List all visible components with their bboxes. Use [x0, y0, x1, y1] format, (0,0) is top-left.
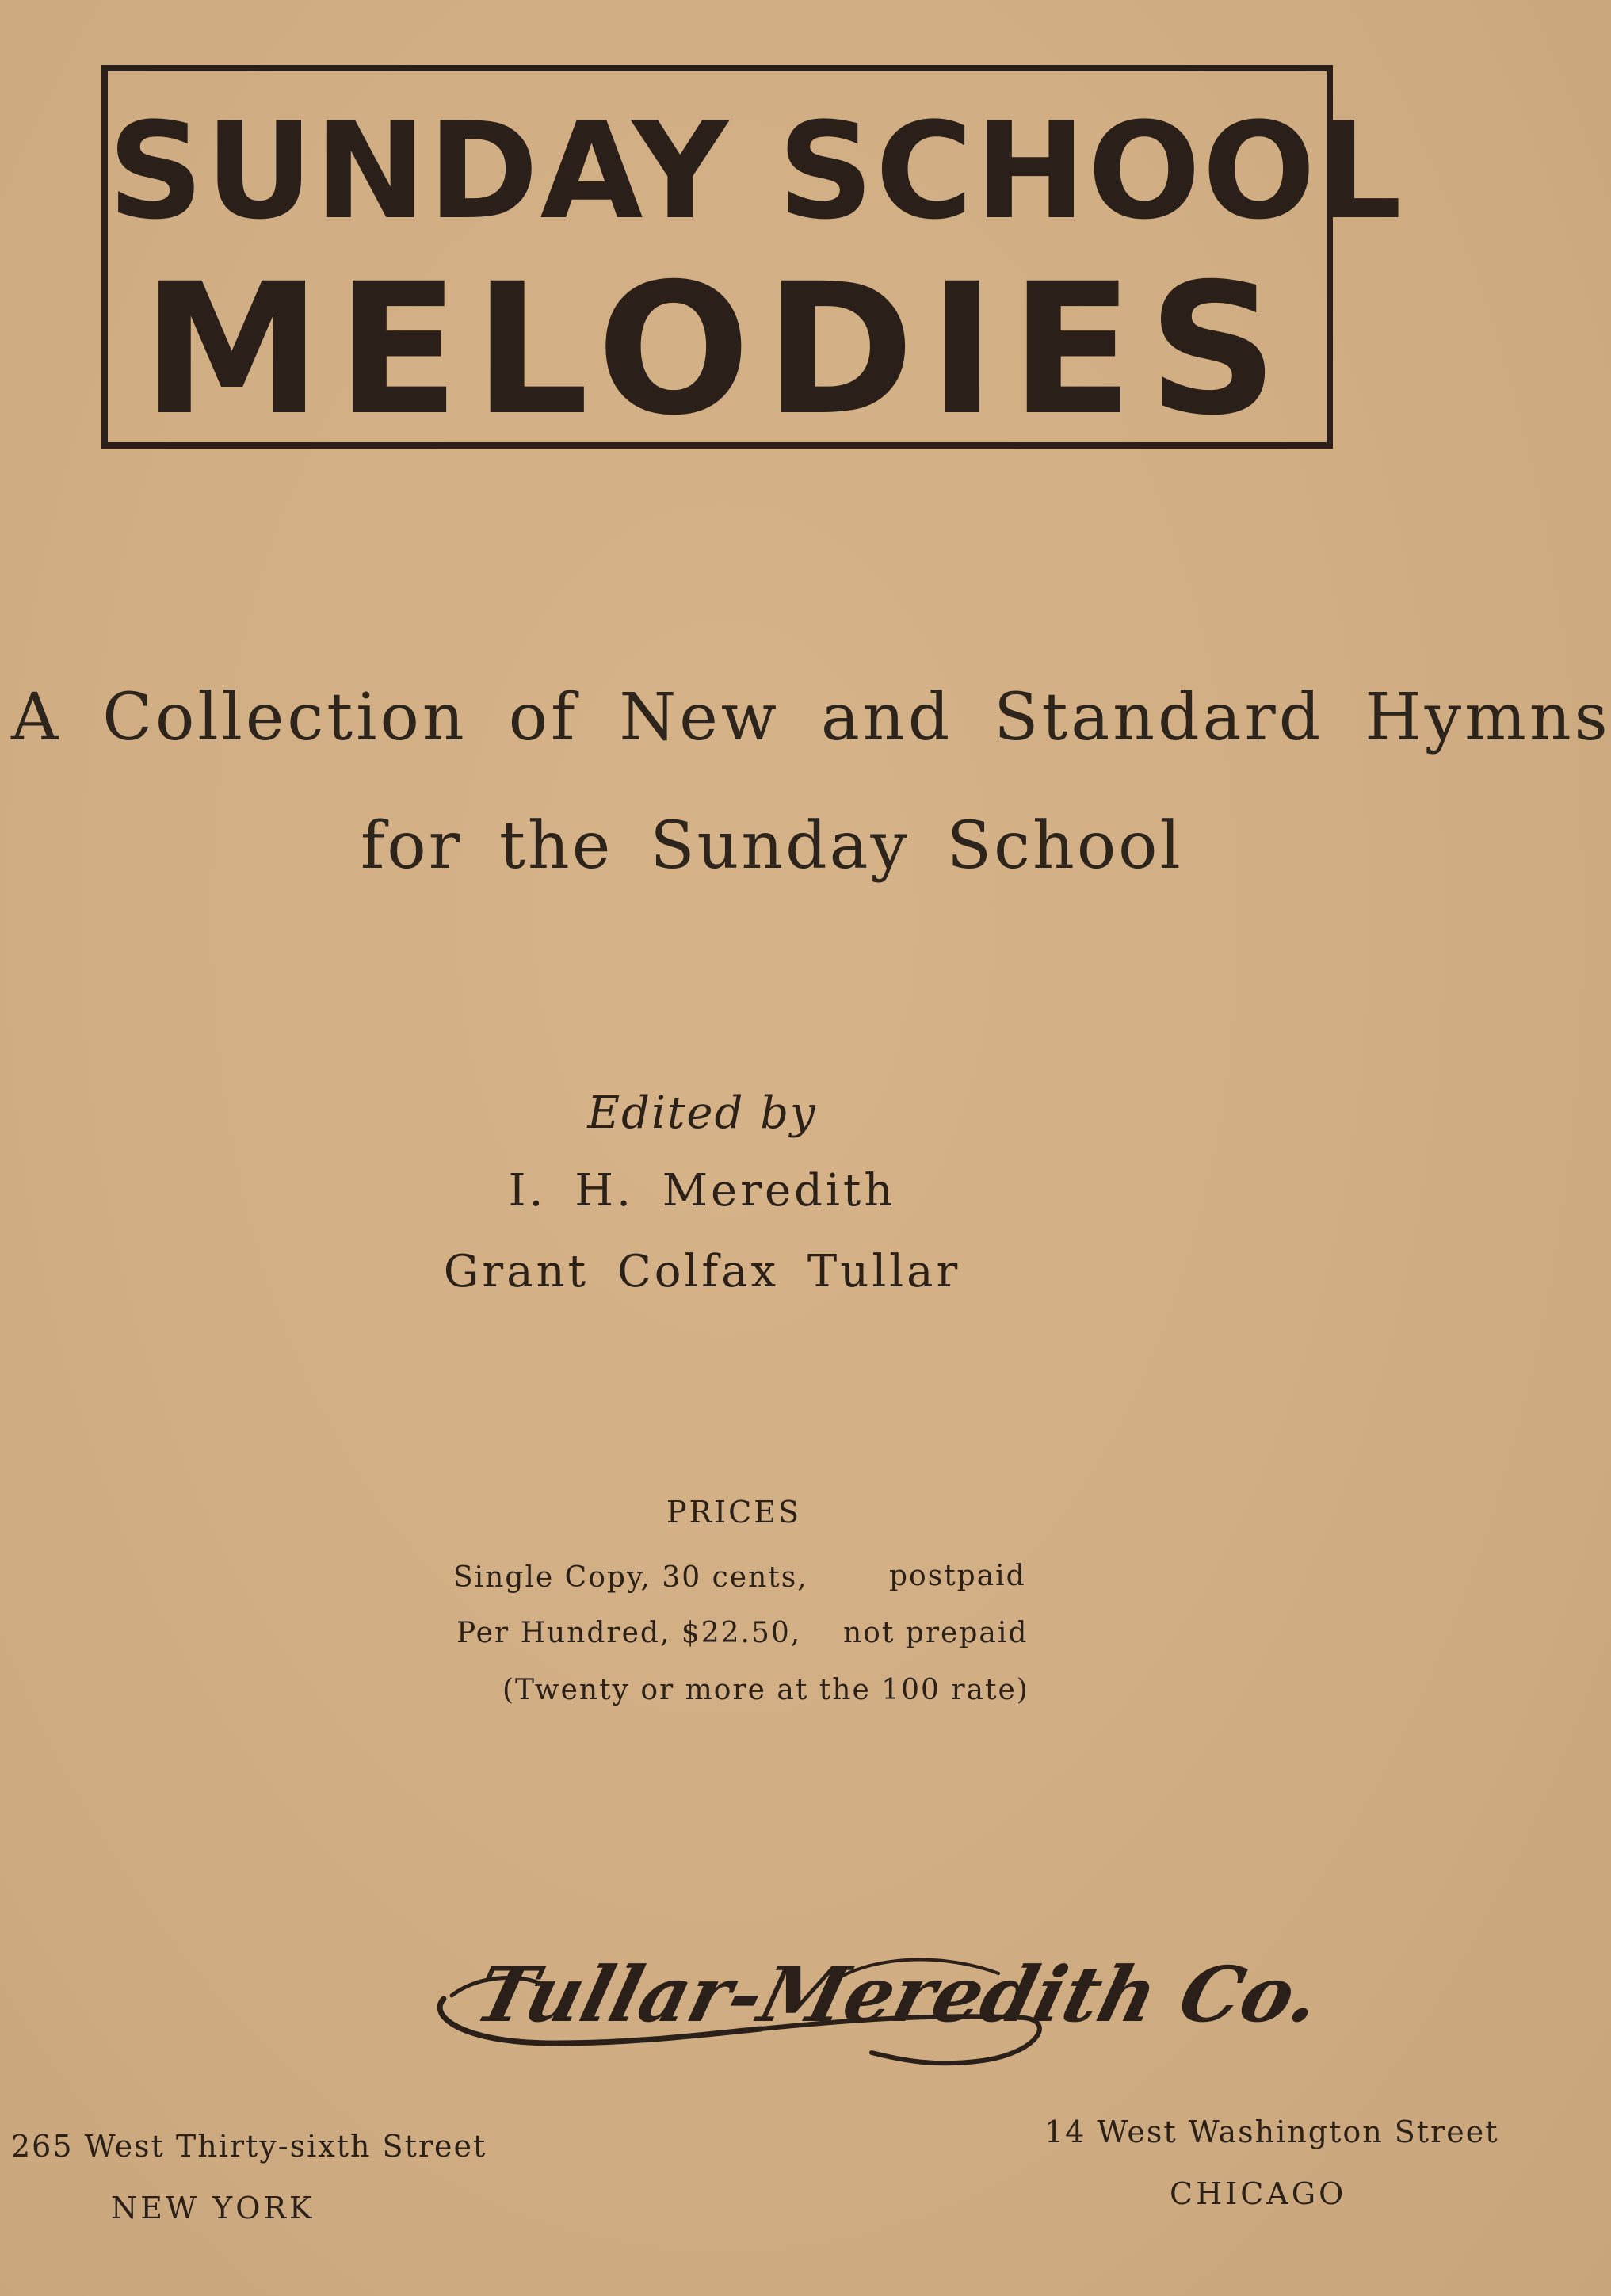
- subtitle-line-1: A Collection of New and Standard Hymns: [11, 680, 1611, 755]
- new-york-city: NEW YORK: [111, 2191, 315, 2225]
- publisher-logo: [428, 1942, 1330, 2100]
- single-copy-price: Single Copy, 30 cents,: [453, 1561, 808, 1594]
- subtitle-line-2: for the Sunday School: [361, 808, 1183, 884]
- editor-name: Grant Colfax Tullar: [443, 1246, 961, 1297]
- single-copy-note: postpaid: [889, 1560, 1026, 1592]
- per-hundred-price: Per Hundred, $22.50,: [456, 1617, 802, 1649]
- title-line-2: MELODIES: [142, 244, 1292, 455]
- publisher-logo-text: Tullar-Meredith Co.: [467, 1949, 1330, 2039]
- per-hundred-note: not prepaid: [843, 1617, 1029, 1649]
- prices-heading: PRICES: [666, 1495, 802, 1530]
- editor-name: I. H. Meredith: [508, 1165, 896, 1217]
- chicago-city: CHICAGO: [1170, 2176, 1347, 2211]
- edited-by-label: Edited by: [587, 1087, 817, 1139]
- title-line-1: SUNDAY SCHOOL: [108, 94, 1404, 249]
- title-frame: [101, 65, 1404, 455]
- chicago-street: 14 West Washington Street: [1044, 2115, 1499, 2149]
- rate-note: (Twenty or more at the 100 rate): [502, 1674, 1029, 1706]
- new-york-street: 265 West Thirty-sixth Street: [11, 2129, 487, 2164]
